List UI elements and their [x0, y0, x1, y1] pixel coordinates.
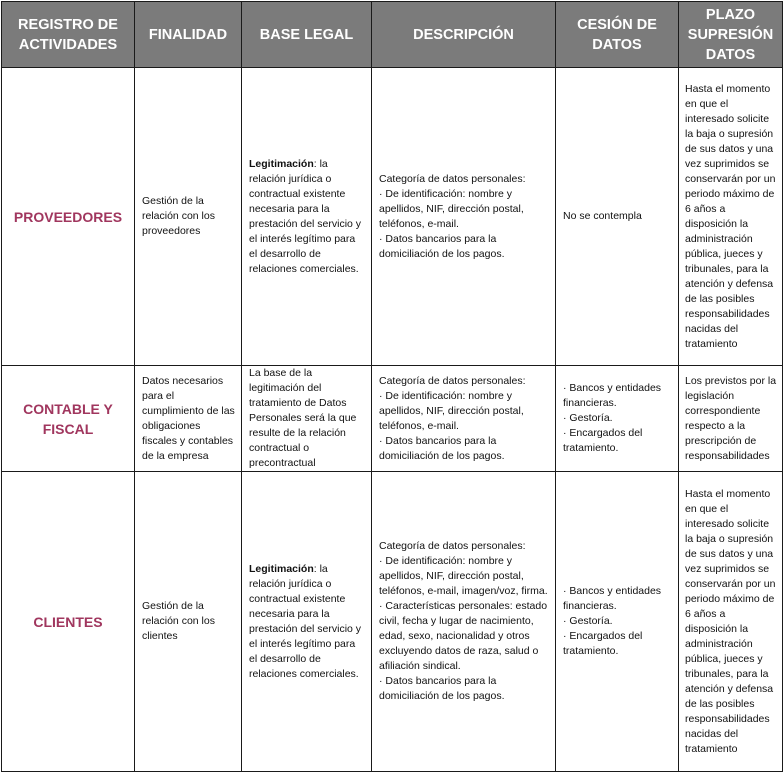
descripcion-line: · De identificación: nombre y apellidos, NIF, dirección postal, teléfonos, e-mail.	[379, 389, 524, 432]
base-legal-bold: Legitimación	[249, 157, 314, 170]
cesion-line: · Bancos y entidades financieras.	[563, 382, 662, 409]
base-legal-cell	[242, 472, 372, 772]
header-base-legal: BASE LEGAL	[242, 2, 372, 68]
descripcion-cell	[372, 68, 556, 366]
descripcion-line: Categoría de datos personales:	[379, 374, 526, 387]
cesion-line: · Encargados del tratamiento.	[563, 630, 643, 657]
registro-cell: CONTABLE Y FISCAL	[2, 366, 135, 472]
plazo-cell: Hasta el momento en que el interesado solicite la baja o supresión de sus datos y una vez suprimidos se conservarán por un periodo máximo de 6 años a disposición la administración pública, jueces y tribunales, para la atención y defensa de las posibles responsabilidades nacidas del tratamiento	[679, 68, 783, 366]
cesion-cell	[556, 68, 679, 366]
plazo-cell: Hasta el momento en que el interesado solicite la baja o supresión de sus datos y una vez suprimidos se conservarán por un periodo máximo de 6 años a disposición la administración pública, jueces y tribunales, para la atención y defensa de las posibles responsabilidades nacidas del tratamiento	[679, 472, 783, 772]
activities-register-table	[1, 1, 783, 772]
finalidad-cell: Gestión de la relación con los clientes	[135, 472, 242, 772]
descripcion-line: · Características personales: estado civil, fecha y lugar de nacimiento, edad, sexo, nacionalidad y otros excluyendo datos de raza, salud o afiliación sindical.	[379, 600, 548, 672]
cesion-cell	[556, 472, 679, 772]
base-legal-text: La base de la legitimación del tratamiento de Datos Personales será la que resulte de la relación contractual o precontractual	[249, 367, 357, 469]
table-row	[2, 68, 783, 366]
cesion-line: · Gestoría.	[563, 615, 613, 627]
header-finalidad: FINALIDAD	[135, 2, 242, 68]
cesion-line: · Encargados del tratamiento.	[563, 427, 643, 454]
header-cesion: CESIÓN DE DATOS	[556, 2, 679, 68]
finalidad-cell: Datos necesarios para el cumplimiento de las obligaciones fiscales y contables de la empresa	[135, 366, 242, 472]
registro-cell: CLIENTES	[2, 472, 135, 772]
base-legal-bold: Legitimación	[249, 562, 314, 575]
descripcion-cell	[372, 472, 556, 772]
header-descripcion: DESCRIPCIÓN	[372, 2, 556, 68]
base-legal-cell	[242, 68, 372, 366]
descripcion-line: Categoría de datos personales:	[379, 172, 526, 185]
base-legal-cell	[242, 366, 372, 472]
plazo-cell: Los previstos por la legislación correspondiente respecto a la prescripción de responsabilidades	[679, 366, 783, 472]
descripcion-line: Categoría de datos personales:	[379, 540, 526, 552]
cesion-cell	[556, 366, 679, 472]
cesion-line: No se contempla	[563, 210, 642, 222]
cesion-line: · Gestoría.	[563, 412, 613, 424]
descripcion-line: · Datos bancarios para la domiciliación de los pagos.	[379, 675, 505, 702]
cesion-line: · Bancos y entidades financieras.	[563, 585, 662, 612]
table-row	[2, 472, 783, 772]
descripcion-line: · Datos bancarios para la domiciliación de los pagos.	[379, 232, 505, 260]
descripcion-line: · De identificación: nombre y apellidos, NIF, dirección postal, teléfonos, e-mail.	[379, 187, 524, 230]
descripcion-line: · De identificación: nombre y apellidos, NIF, dirección postal, teléfonos, e-mail, imagen/voz, firma.	[379, 555, 548, 597]
base-legal-text: : la relación jurídica o contractual existente necesaria para la prestación del servicio y el interés legítimo para el desarrollo de relaciones comerciales.	[249, 562, 362, 680]
header-registro: REGISTRO DE ACTIVIDADES	[2, 2, 135, 68]
descripcion-cell	[372, 366, 556, 472]
header-plazo: PLAZO SUPRESIÓN DATOS	[679, 2, 783, 68]
finalidad-cell: Gestión de la relación con los proveedores	[135, 68, 242, 366]
registro-cell: PROVEEDORES	[2, 68, 135, 366]
base-legal-text: : la relación jurídica o contractual existente necesaria para la prestación del servicio y el interés legítimo para el desarrollo de relaciones comerciales.	[249, 157, 362, 275]
descripcion-line: · Datos bancarios para la domiciliación de los pagos.	[379, 434, 505, 462]
header-row	[2, 2, 783, 68]
table-row	[2, 366, 783, 472]
